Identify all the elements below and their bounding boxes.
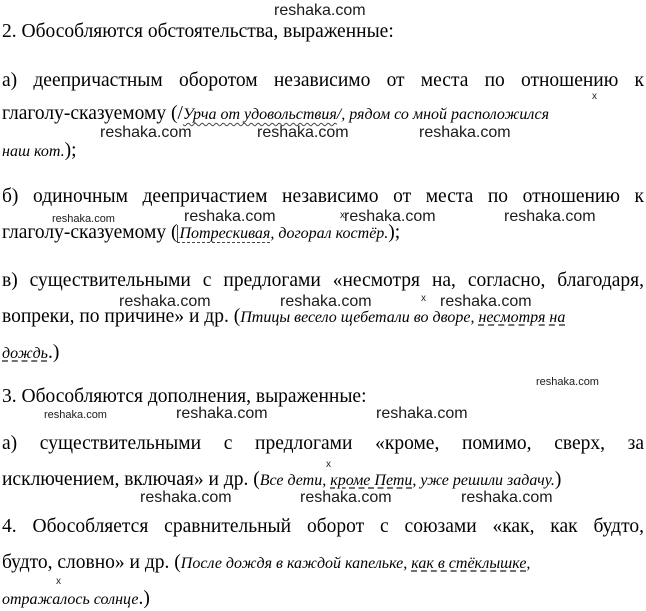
x-mark: x — [56, 576, 61, 587]
s2-c-example-end: дождь — [2, 345, 48, 362]
s2-c-line2 — [2, 306, 565, 329]
s4-close: .) — [138, 588, 150, 609]
s3-a-close: ) — [554, 469, 562, 490]
s4-line1: 4. Обособляется сравнительный оборот с союзами «как, как будто, — [2, 516, 644, 537]
watermark: reshaka.com — [344, 208, 436, 225]
watermark: reshaka.com — [461, 489, 553, 506]
s2-b-close: ); — [388, 222, 401, 243]
s2-a-line2 — [2, 103, 549, 126]
watermark: reshaka.com — [140, 489, 232, 506]
s2-c-line3 — [2, 342, 59, 365]
s2-a-text: глаголу-сказуемому (/ — [2, 103, 183, 124]
s2-c-text: вопреки, по причине» и др. ( — [2, 306, 241, 327]
watermark: reshaka.com — [184, 208, 276, 225]
x-mark: x — [326, 459, 331, 470]
watermark: reshaka.com — [176, 405, 268, 422]
watermark: reshaka.com — [280, 293, 372, 310]
watermark: reshaka.com — [300, 489, 392, 506]
watermark: reshaka.com — [257, 124, 349, 141]
watermark: reshaka.com — [274, 2, 366, 19]
x-mark: x — [421, 293, 426, 304]
s4-example-end: отражалось солнце — [2, 591, 139, 608]
s2-a-example-participle: Урча от удовольствия — [182, 106, 337, 123]
s4-line3 — [2, 588, 150, 611]
s3-a-example-rest: , уже решили задачу. — [412, 472, 555, 489]
s4-line2 — [2, 552, 530, 575]
s2-c-example-marked: несмотря на — [478, 309, 566, 326]
watermark: reshaka.com — [52, 213, 115, 225]
watermark: reshaka.com — [119, 293, 211, 310]
s2-a-example-slash: / — [336, 106, 342, 123]
s4-text: будто, словно» и др. ( — [2, 552, 181, 573]
s2-c-close: .) — [47, 342, 60, 363]
s2-b-line1: б) одиночным деепричастием независимо от места по отношению к — [2, 186, 644, 207]
s2-c-line1: в) существительными с предлогами «несмотря на, согласно, благодаря, — [2, 270, 644, 291]
watermark: reshaka.com — [100, 124, 192, 141]
watermark: reshaka.com — [504, 208, 596, 225]
s2-b-line2 — [2, 222, 400, 245]
s2-b-example-participle: Потрескивая — [179, 225, 271, 242]
s2-a-example-rest: , рядом со мной расположился — [341, 106, 550, 123]
s2-b-text: глаголу-сказуемому ( — [2, 222, 178, 243]
section-3-heading: 3. Обособляются дополнения, выраженные: — [2, 386, 367, 407]
s2-a-example-end: наш кот. — [2, 143, 65, 160]
x-mark: x — [340, 210, 345, 221]
watermark: reshaka.com — [376, 405, 468, 422]
s3-a-example-start: Все дети, — [259, 472, 331, 489]
watermark: reshaka.com — [419, 124, 511, 141]
s2-c-example-rest: Птицы весело щебетали во дворе, — [240, 309, 479, 326]
s3-a-text: исключением, включая» и др. ( — [2, 469, 260, 490]
s4-example-marked: как в стёклышке — [411, 555, 527, 572]
s3-a-line1: а) существительными с предлогами «кроме, помимо, сверх, за — [2, 433, 644, 454]
s3-a-line2 — [2, 469, 561, 492]
s4-example-comma: , — [526, 555, 531, 572]
watermark: reshaka.com — [44, 409, 107, 421]
s2-a-line1: а) деепричастным оборотом независимо от места по отношению к — [2, 70, 644, 91]
section-2-heading: 2. Обособляются обстоятельства, выраженные: — [2, 21, 394, 42]
x-mark: x — [592, 91, 597, 102]
s4-example: После дождя в каждой капельке, — [180, 555, 412, 572]
s2-b-example-rest: , догорал костёр. — [270, 225, 389, 242]
s2-a-close: ); — [64, 140, 77, 161]
watermark: reshaka.com — [536, 376, 599, 388]
s3-a-example-marked: кроме Пети — [330, 472, 413, 489]
s2-a-line3 — [2, 140, 77, 163]
watermark: reshaka.com — [440, 293, 532, 310]
